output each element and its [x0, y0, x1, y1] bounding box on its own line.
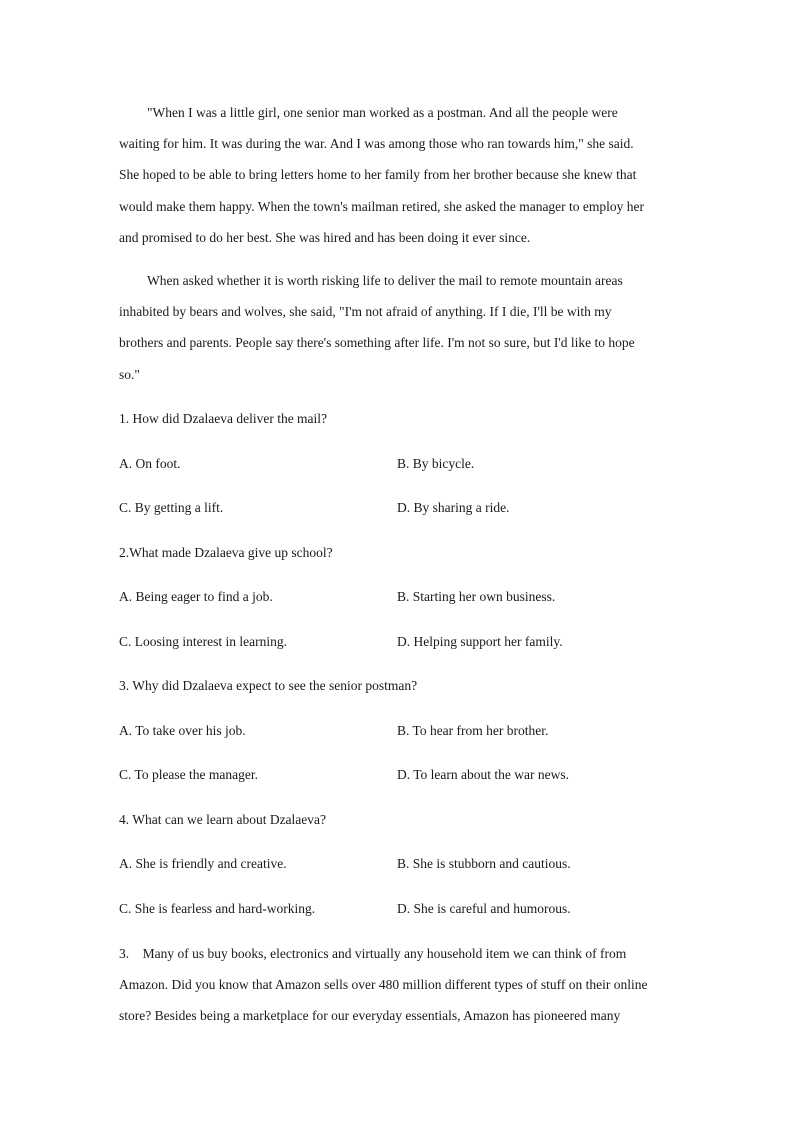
paragraph-line: inhabited by bears and wolves, she said, "I'm not afraid of anything. If I die, I'll be with my [119, 304, 612, 320]
question-3-option-c: C. To please the manager. [119, 767, 259, 782]
question-1-option-c: C. By getting a lift. [119, 500, 224, 515]
passage-paragraph-1 [119, 97, 671, 253]
question-3-stem: 3. Why did Dzalaeva expect to see the senior postman? [119, 678, 418, 693]
paragraph-line: When asked whether it is worth risking life to deliver the mail to remote mountain areas [147, 273, 623, 288]
paragraph-line: store? Besides being a marketplace for our everyday essentials, Amazon has pioneered many [119, 1008, 621, 1024]
question-1-option-a: A. On foot. [119, 456, 181, 471]
paragraph-line: would make them happy. When the town's mailman retired, she asked the manager to employ her [119, 198, 645, 214]
question-2-option-a: A. Being eager to find a job. [119, 589, 273, 604]
question-4-option-d: D. She is careful and humorous. [397, 901, 571, 916]
question-2-option-b: B. Starting her own business. [397, 589, 556, 604]
paragraph-line: so." [119, 366, 140, 382]
question-4-option-a: A. She is friendly and creative. [119, 856, 287, 871]
question-4-stem: 4. What can we learn about Dzalaeva? [119, 812, 327, 827]
passage-paragraph-2 [119, 265, 671, 390]
question-3-option-b: B. To hear from her brother. [397, 723, 549, 738]
question-4-option-b: B. She is stubborn and cautious. [397, 856, 571, 871]
paragraph-line: waiting for him. It was during the war. And I was among those who ran towards him," she said. [119, 136, 634, 152]
question-3-option-d: D. To learn about the war news. [397, 767, 570, 782]
question-2-stem: 2.What made Dzalaeva give up school? [119, 545, 333, 560]
next-passage [119, 938, 671, 1032]
question-1-option-d: D. By sharing a ride. [397, 500, 510, 515]
question-1-stem: 1. How did Dzalaeva deliver the mail? [119, 411, 328, 426]
paragraph-line: and promised to do her best. She was hired and has been doing it ever since. [119, 229, 531, 245]
question-2-option-d: D. Helping support her family. [397, 634, 563, 649]
paragraph-line: brothers and parents. People say there's something after life. I'm not so sure, but I'd like to hope [119, 335, 635, 351]
question-1-option-b: B. By bicycle. [397, 456, 475, 471]
paragraph-line: "When I was a little girl, one senior man worked as a postman. And all the people were [147, 105, 618, 120]
question-4-option-c: C. She is fearless and hard-working. [119, 901, 316, 916]
question-2-option-c: C. Loosing interest in learning. [119, 634, 287, 649]
paragraph-line: 3. Many of us buy books, electronics and virtually any household item we can think of from [119, 946, 627, 961]
paragraph-line: Amazon. Did you know that Amazon sells over 480 million different types of stuff on their online [119, 977, 648, 993]
paragraph-line: She hoped to be able to bring letters home to her family from her brother because she knew that [119, 167, 637, 183]
question-3-option-a: A. To take over his job. [119, 723, 246, 738]
